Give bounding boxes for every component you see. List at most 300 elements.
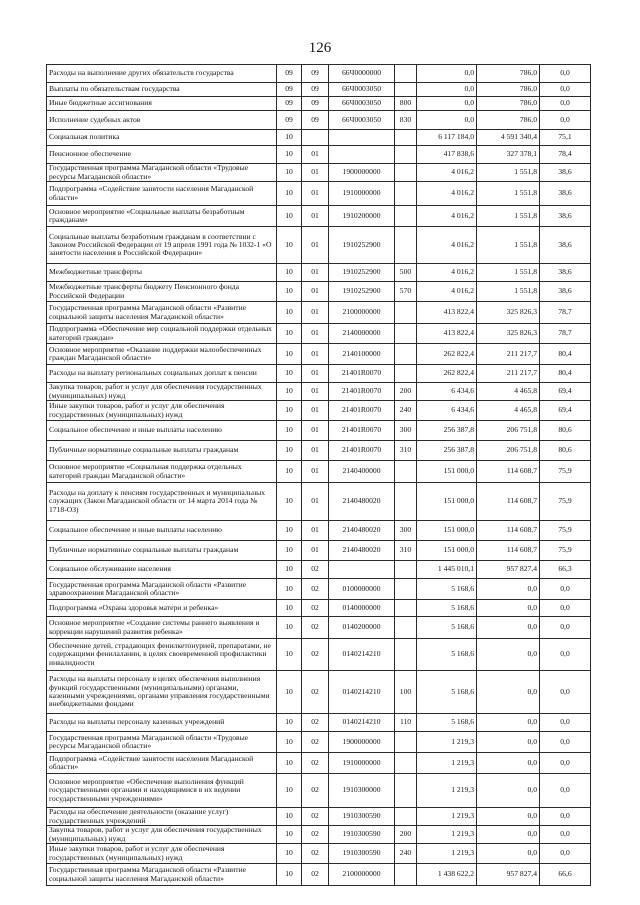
row-planned-amount: 1 219,3 [417,844,477,864]
row-section: 10 [277,483,302,521]
row-planned-amount: 4 016,2 [417,282,477,302]
row-executed-amount: 786,0 [477,83,540,97]
row-section: 10 [277,732,302,753]
row-subsection: 02 [302,561,329,579]
row-section: 10 [277,774,302,808]
row-target-article: 0100000000 [329,579,395,600]
row-name: Закупка товаров, работ и услуг для обеспечения государственных (муниципальных) нужд [47,826,277,844]
row-name: Расходы на выплату региональных социальных доплат к пенсии [47,365,277,383]
row-planned-amount: 5 168,6 [417,617,477,639]
row-executed-amount: 0,0 [477,774,540,808]
row-execution-percent: 0,0 [540,753,591,774]
row-expense-type [395,65,417,83]
row-target-article: 1910252900 [329,227,395,264]
row-expense-type [395,227,417,264]
row-planned-amount: 4 016,2 [417,164,477,182]
row-name: Расходы на выполнение других обязательств государства [47,65,277,83]
row-section: 10 [277,864,302,886]
row-subsection: 02 [302,579,329,600]
row-executed-amount: 4 465,8 [477,401,540,421]
row-execution-percent: 75,1 [540,130,591,146]
row-planned-amount: 1 219,3 [417,732,477,753]
table-row [47,461,591,483]
row-subsection: 01 [302,282,329,302]
row-section: 10 [277,461,302,483]
row-execution-percent: 38,6 [540,164,591,182]
row-expense-type: 300 [395,521,417,541]
row-planned-amount: 256 387,8 [417,421,477,441]
row-section: 10 [277,671,302,714]
row-name: Государственная программа Магаданской области «Развитие социальной защиты населения Магаданской области» [47,302,277,324]
row-executed-amount: 0,0 [477,753,540,774]
row-execution-percent: 0,0 [540,600,591,617]
row-executed-amount: 786,0 [477,65,540,83]
row-expense-type: 240 [395,401,417,421]
row-planned-amount: 6 117 184,0 [417,130,477,146]
row-executed-amount: 0,0 [477,732,540,753]
row-planned-amount: 1 445 010,1 [417,561,477,579]
row-executed-amount: 957 827,4 [477,864,540,886]
row-subsection: 02 [302,600,329,617]
table-row [47,146,591,164]
row-target-article: 2140000000 [329,324,395,344]
row-executed-amount: 957 827,4 [477,561,540,579]
row-expense-type: 110 [395,714,417,732]
table-row [47,65,591,83]
row-section: 10 [277,541,302,561]
row-expense-type [395,864,417,886]
table-row [47,617,591,639]
row-name: Социальная политика [47,130,277,146]
row-executed-amount: 0,0 [477,600,540,617]
table-row [47,302,591,324]
row-target-article: 0140200000 [329,617,395,639]
row-name: Основное мероприятие «Обеспечение выполнения функций государственными органами и находящимися в их ведении государственными учреждениями» [47,774,277,808]
row-expense-type [395,617,417,639]
row-target-article: 2100000000 [329,864,395,886]
table-row [47,206,591,227]
table-row [47,130,591,146]
table-row [47,441,591,461]
row-target-article: 0140214210 [329,639,395,671]
row-target-article: 21401R0070 [329,441,395,461]
row-subsection: 02 [302,844,329,864]
row-name: Государственная программа Магаданской области «Трудовые ресурсы Магаданской области» [47,164,277,182]
row-section: 09 [277,83,302,97]
row-planned-amount: 256 387,8 [417,441,477,461]
row-expense-type [395,130,417,146]
row-subsection: 01 [302,483,329,521]
row-section: 09 [277,65,302,83]
row-execution-percent: 75,9 [540,541,591,561]
row-section: 10 [277,808,302,826]
row-section: 10 [277,264,302,282]
row-target-article [329,561,395,579]
row-execution-percent: 78,4 [540,146,591,164]
row-executed-amount: 0,0 [477,808,540,826]
row-expense-type: 200 [395,383,417,401]
row-execution-percent: 0,0 [540,65,591,83]
row-planned-amount: 4 016,2 [417,227,477,264]
row-expense-type: 310 [395,441,417,461]
row-planned-amount: 151 000,0 [417,521,477,541]
row-executed-amount: 1 551,8 [477,264,540,282]
row-expense-type: 300 [395,421,417,441]
row-section: 10 [277,639,302,671]
row-planned-amount: 5 168,6 [417,600,477,617]
row-target-article: 2140480020 [329,521,395,541]
row-executed-amount: 114 608,7 [477,483,540,521]
row-executed-amount: 206 751,8 [477,441,540,461]
row-subsection: 01 [302,264,329,282]
row-subsection: 01 [302,324,329,344]
row-subsection: 02 [302,732,329,753]
row-planned-amount: 262 822,4 [417,344,477,365]
row-target-article: 2140480020 [329,483,395,521]
row-execution-percent: 0,0 [540,83,591,97]
row-expense-type [395,600,417,617]
row-executed-amount: 1 551,8 [477,164,540,182]
table-row [47,714,591,732]
row-executed-amount: 327 378,1 [477,146,540,164]
row-execution-percent: 0,0 [540,732,591,753]
row-section: 10 [277,714,302,732]
row-target-article: 66Ч0003050 [329,97,395,111]
row-planned-amount: 5 168,6 [417,639,477,671]
row-subsection: 01 [302,302,329,324]
row-section: 09 [277,111,302,130]
row-name: Иные закупки товаров, работ и услуг для обеспечения государственных (муниципальных) нужд [47,844,277,864]
row-section: 10 [277,182,302,206]
row-subsection: 02 [302,864,329,886]
row-planned-amount: 5 168,6 [417,714,477,732]
table-row [47,579,591,600]
row-target-article: 1910300000 [329,774,395,808]
row-execution-percent: 0,0 [540,671,591,714]
row-target-article [329,130,395,146]
row-execution-percent: 80,4 [540,344,591,365]
row-subsection: 01 [302,441,329,461]
row-executed-amount: 786,0 [477,111,540,130]
row-subsection: 01 [302,521,329,541]
row-planned-amount: 1 219,3 [417,826,477,844]
row-planned-amount: 5 168,6 [417,579,477,600]
row-subsection: 01 [302,344,329,365]
table-row [47,324,591,344]
row-target-article [329,146,395,164]
row-expense-type [395,164,417,182]
row-expense-type [395,344,417,365]
row-section: 10 [277,753,302,774]
row-section: 10 [277,401,302,421]
row-target-article: 21401R0070 [329,421,395,441]
row-planned-amount: 0,0 [417,65,477,83]
row-section: 10 [277,365,302,383]
row-subsection: 01 [302,182,329,206]
row-section: 10 [277,146,302,164]
row-section: 10 [277,421,302,441]
row-subsection: 02 [302,826,329,844]
row-execution-percent: 75,9 [540,521,591,541]
row-execution-percent: 75,9 [540,483,591,521]
row-subsection: 01 [302,541,329,561]
row-executed-amount: 211 217,7 [477,344,540,365]
row-executed-amount: 1 551,8 [477,282,540,302]
row-planned-amount: 417 838,6 [417,146,477,164]
table-row [47,483,591,521]
row-expense-type [395,302,417,324]
row-target-article: 1910200000 [329,206,395,227]
row-name: Основное мероприятие «Создание системы раннего выявления и коррекции нарушений развития ребенка» [47,617,277,639]
table-row [47,753,591,774]
row-section: 10 [277,844,302,864]
row-execution-percent: 0,0 [540,844,591,864]
row-execution-percent: 0,0 [540,617,591,639]
row-target-article: 1910252900 [329,264,395,282]
row-executed-amount: 1 551,8 [477,227,540,264]
row-name: Пенсионное обеспечение [47,146,277,164]
row-execution-percent: 0,0 [540,639,591,671]
row-planned-amount: 0,0 [417,111,477,130]
row-section: 10 [277,617,302,639]
row-name: Расходы на выплаты персоналу казенных учреждений [47,714,277,732]
row-name: Публичные нормативные социальные выплаты гражданам [47,441,277,461]
table-row [47,774,591,808]
row-target-article: 1910000000 [329,753,395,774]
table-row [47,344,591,365]
row-subsection: 01 [302,227,329,264]
row-subsection: 01 [302,146,329,164]
row-name: Обеспечение детей, страдающих фенилкетонурией, препаратами, не содержащими фенилаланин, в целях своевременной профилактики инвалидности [47,639,277,671]
row-planned-amount: 4 016,2 [417,264,477,282]
row-expense-type: 570 [395,282,417,302]
row-target-article: 2100000000 [329,302,395,324]
row-subsection [302,130,329,146]
row-executed-amount: 325 826,3 [477,302,540,324]
row-expense-type [395,483,417,521]
row-section: 10 [277,164,302,182]
row-expense-type [395,146,417,164]
row-executed-amount: 4 465,8 [477,383,540,401]
row-subsection: 09 [302,83,329,97]
row-executed-amount: 1 551,8 [477,206,540,227]
row-section: 10 [277,600,302,617]
row-name: Подпрограмма «Содействие занятости населения Магаданской области» [47,753,277,774]
row-target-article: 0140214210 [329,714,395,732]
row-target-article: 1900000000 [329,732,395,753]
row-planned-amount: 151 000,0 [417,461,477,483]
row-subsection: 02 [302,753,329,774]
row-subsection: 01 [302,401,329,421]
row-planned-amount: 262 822,4 [417,365,477,383]
row-planned-amount: 1 219,3 [417,774,477,808]
row-target-article: 1910300590 [329,826,395,844]
row-execution-percent: 0,0 [540,714,591,732]
row-name: Выплаты по обязательствам государства [47,83,277,97]
row-executed-amount: 114 608,7 [477,521,540,541]
row-name: Межбюджетные трансферты [47,264,277,282]
row-planned-amount: 413 822,4 [417,324,477,344]
row-expense-type [395,365,417,383]
row-name: Иные бюджетные ассигнования [47,97,277,111]
row-name: Подпрограмма «Содействие занятости населения Магаданской области» [47,182,277,206]
row-execution-percent: 0,0 [540,97,591,111]
row-name: Государственная программа Магаданской области «Трудовые ресурсы Магаданской области» [47,732,277,753]
row-subsection: 01 [302,421,329,441]
row-name: Расходы на доплату к пенсиям государственных и муниципальных служащих (Закон Магаданской области от 14 марта 2014 года № 1718-ОЗ) [47,483,277,521]
row-name: Основное мероприятие «Оказание поддержки малообеспеченных граждан Магаданской области» [47,344,277,365]
row-execution-percent: 38,6 [540,227,591,264]
row-planned-amount: 5 168,6 [417,671,477,714]
row-subsection: 01 [302,383,329,401]
row-executed-amount: 0,0 [477,826,540,844]
row-section: 10 [277,130,302,146]
row-expense-type [395,324,417,344]
row-name: Социальные выплаты безработным гражданам в соответствии с Законом Российской Федерации от 19 апреля 1991 года № 1032-1 «О занятости населения в Российской Федерации» [47,227,277,264]
row-section: 10 [277,302,302,324]
row-executed-amount: 211 217,7 [477,365,540,383]
row-name: Иные закупки товаров, работ и услуг для обеспечения государственных (муниципальных) нужд [47,401,277,421]
row-section: 10 [277,206,302,227]
row-execution-percent: 78,7 [540,324,591,344]
row-target-article: 66Ч0003050 [329,111,395,130]
row-executed-amount: 0,0 [477,579,540,600]
row-executed-amount: 206 751,8 [477,421,540,441]
row-expense-type [395,808,417,826]
row-target-article: 1910300590 [329,844,395,864]
row-name: Публичные нормативные социальные выплаты гражданам [47,541,277,561]
row-subsection: 09 [302,65,329,83]
row-execution-percent: 38,6 [540,264,591,282]
row-planned-amount: 4 016,2 [417,182,477,206]
row-executed-amount: 4 591 340,4 [477,130,540,146]
row-executed-amount: 786,0 [477,97,540,111]
row-execution-percent: 66,6 [540,864,591,886]
row-execution-percent: 0,0 [540,826,591,844]
table-row [47,383,591,401]
row-executed-amount: 0,0 [477,639,540,671]
row-expense-type [395,83,417,97]
table-row [47,83,591,97]
row-subsection: 02 [302,714,329,732]
row-subsection: 09 [302,111,329,130]
row-executed-amount: 325 826,3 [477,324,540,344]
budget-execution-table [46,64,591,886]
row-executed-amount: 0,0 [477,671,540,714]
row-planned-amount: 0,0 [417,83,477,97]
row-expense-type [395,774,417,808]
row-planned-amount: 1 219,3 [417,753,477,774]
row-subsection: 02 [302,617,329,639]
row-subsection: 01 [302,365,329,383]
row-section: 10 [277,579,302,600]
table-row [47,521,591,541]
row-target-article: 21401R0070 [329,401,395,421]
row-planned-amount: 413 822,4 [417,302,477,324]
table-row [47,264,591,282]
row-subsection: 02 [302,774,329,808]
table-row [47,600,591,617]
row-executed-amount: 1 551,8 [477,182,540,206]
row-section: 10 [277,227,302,264]
row-execution-percent: 0,0 [540,111,591,130]
row-executed-amount: 0,0 [477,714,540,732]
row-expense-type: 800 [395,97,417,111]
row-execution-percent: 80,4 [540,365,591,383]
table-row [47,808,591,826]
table-row [47,164,591,182]
row-section: 10 [277,441,302,461]
row-subsection: 09 [302,97,329,111]
table-row [47,541,591,561]
row-planned-amount: 6 434,6 [417,401,477,421]
row-planned-amount: 151 000,0 [417,541,477,561]
row-expense-type: 100 [395,671,417,714]
row-planned-amount: 1 438 622,2 [417,864,477,886]
row-planned-amount: 6 434,6 [417,383,477,401]
row-expense-type [395,206,417,227]
row-expense-type [395,579,417,600]
row-planned-amount: 1 219,3 [417,808,477,826]
row-section: 10 [277,282,302,302]
row-section: 10 [277,383,302,401]
page-number: 126 [308,40,332,56]
row-planned-amount: 4 016,2 [417,206,477,227]
row-target-article: 0140214210 [329,671,395,714]
row-section: 10 [277,344,302,365]
row-name: Социальное обеспечение и иные выплаты населению [47,521,277,541]
row-subsection: 02 [302,639,329,671]
table-row [47,401,591,421]
row-section: 10 [277,324,302,344]
table-row [47,182,591,206]
row-name: Исполнение судебных актов [47,111,277,130]
row-expense-type: 310 [395,541,417,561]
row-section: 09 [277,97,302,111]
row-name: Государственная программа Магаданской области «Развитие здравоохранения Магаданской области» [47,579,277,600]
row-planned-amount: 0,0 [417,97,477,111]
row-expense-type: 200 [395,826,417,844]
table-row [47,282,591,302]
row-execution-percent: 80,6 [540,421,591,441]
row-name: Расходы на выплаты персоналу в целях обеспечения выполнения функций государственными (муниципальными) органами, казенными учреждениями, органами управления государственными внебюджетными фондами [47,671,277,714]
row-name: Подпрограмма «Охрана здоровья матери и ребенка» [47,600,277,617]
row-execution-percent: 80,6 [540,441,591,461]
row-subsection: 02 [302,671,329,714]
row-name: Расходы на обеспечение деятельности (оказание услуг) государственных учреждений [47,808,277,826]
row-execution-percent: 38,6 [540,182,591,206]
row-target-article: 21401R0070 [329,365,395,383]
table-row [47,826,591,844]
row-expense-type [395,732,417,753]
row-expense-type: 240 [395,844,417,864]
row-subsection: 01 [302,164,329,182]
row-execution-percent: 38,6 [540,282,591,302]
row-planned-amount: 151 000,0 [417,483,477,521]
row-expense-type: 830 [395,111,417,130]
table-row [47,227,591,264]
row-target-article: 2140100000 [329,344,395,365]
row-target-article: 1900000000 [329,164,395,182]
row-execution-percent: 38,6 [540,206,591,227]
row-name: Основное мероприятие «Социальные выплаты безработным гражданам» [47,206,277,227]
row-subsection: 02 [302,808,329,826]
row-execution-percent: 69,4 [540,401,591,421]
row-executed-amount: 114 608,7 [477,541,540,561]
row-expense-type [395,561,417,579]
row-section: 10 [277,521,302,541]
row-target-article: 1910252900 [329,282,395,302]
